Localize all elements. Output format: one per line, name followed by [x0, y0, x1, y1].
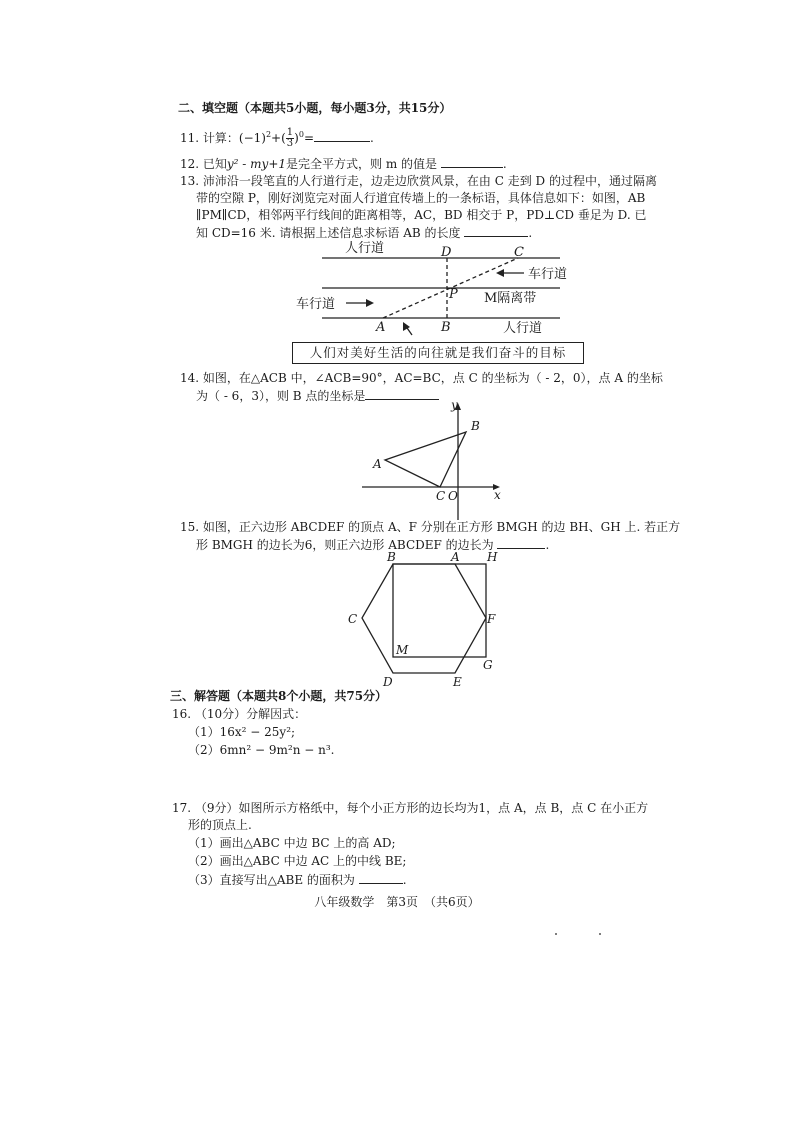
fig15-label-G: G [483, 658, 493, 672]
q17-part-1: （1）画出△ABC 中边 BC 上的高 AD; [188, 836, 396, 850]
q15-answer-blank[interactable] [497, 536, 545, 549]
section-solve-title: 三、解答题（本题共8个小题，共75分） [170, 689, 388, 703]
fig15-label-C: C [348, 612, 358, 626]
q15-figure [362, 564, 486, 673]
q14-line-2 [196, 387, 439, 404]
q11-close: ) [294, 131, 299, 145]
fig13-label-bottom-walk: 人行道 [503, 321, 543, 336]
q17-line-2: 形的顶点上. [188, 818, 252, 832]
q14-line-1: 14. 如图，在△ACB 中，∠ACB=90°，AC=BC，点 C 的坐标为（ - 2，0），点 A 的坐标 [180, 371, 663, 385]
q11-denominator: 3 [286, 138, 294, 149]
fig13-label-lane-left: 车行道 [296, 297, 336, 312]
q13-line-1: 13. 沛沛沿一段笔直的人行道行走，边走边欣赏风景，在由 C 走到 D 的过程中，通过隔离 [180, 174, 657, 188]
q13-end: . [528, 226, 533, 240]
q17-part-2: （2）画出△ABC 中边 AC 上的中线 BE; [188, 854, 407, 868]
scan-speck [555, 933, 557, 935]
q11-eq: = [303, 131, 315, 145]
q13-line-3: ∥PM∥CD，相邻两平行线间的距离相等，AC，BD 相交于 P，PD⊥CD 垂足为 D. 已 [196, 208, 647, 222]
fig13-label-D: D [441, 245, 452, 260]
fig15-label-B: B [387, 550, 396, 564]
fig13-label-B: B [441, 320, 451, 335]
q13-line-4-text: 知 CD=16 米. 请根据上述信息求标语 AB 的长度 [196, 226, 461, 240]
q11-numerator: 1 [286, 127, 294, 138]
q17-end: . [402, 873, 407, 887]
fig15-label-A: A [451, 550, 460, 564]
fig14-label-C: C [436, 489, 446, 503]
fig13-label-P: P [449, 287, 458, 302]
q13-slogan-wall: 人们对美好生活的向往就是我们奋斗的目标 [292, 342, 584, 364]
fig15-label-E: E [453, 675, 462, 689]
q12-expr: y² - my+1 [226, 157, 287, 171]
q11-exponent: 0 [298, 130, 304, 139]
fig15-label-F: F [487, 612, 496, 626]
q15-line-1: 15. 如图，正六边形 ABCDEF 的顶点 A、F 分别在正方形 BMGH 的边 BH、GH 上. 若正方 [180, 520, 681, 534]
fig13-label-median: M隔离带 [484, 291, 537, 306]
page-footer: 八年级数学 第3页 （共6页） [314, 895, 480, 909]
q15-line-2 [196, 536, 549, 553]
section-fill-title: 二、填空题（本题共5小题，每小题3分，共15分） [178, 101, 452, 115]
q12-end: . [502, 157, 507, 171]
q15-end: . [545, 538, 550, 552]
q14-answer-blank[interactable] [365, 387, 439, 400]
scan-speck [599, 933, 601, 935]
fig15-label-M: M [396, 643, 409, 657]
fig13-label-C: C [514, 245, 524, 260]
fig15-label-D: D [383, 675, 393, 689]
fig13-label-lane-right: 车行道 [528, 267, 568, 282]
q15-line-2-text: 形 BMGH 的边长为6，则正六边形 ABCDEF 的边长为 [196, 538, 494, 552]
q16-part-2: （2）6mn² − 9m²n − n³. [188, 743, 335, 757]
fig15-label-H: H [487, 550, 498, 564]
fig13-label-A: A [376, 320, 386, 335]
q16-part-1: （1）16x² − 25y²; [188, 725, 296, 739]
fig14-label-O: O [448, 489, 458, 503]
fig13-label-top-walk: 人行道 [345, 241, 385, 256]
q17-part-3-text: （3）直接写出△ABE 的面积为 [188, 873, 355, 887]
q11-head: 11. 计算：(−1) [180, 131, 266, 145]
fig14-label-y: y [451, 398, 458, 412]
q11-plus: +( [271, 131, 286, 145]
question-11: 11. 计算：$(-1)^2+$( $\frac{1}{3}$ )$^0$= . [180, 127, 374, 149]
arrowhead-left-lane [366, 299, 374, 307]
q17-line-1: 17. （9分）如图所示方格纸中，每个小正方形的边长均为1，点 A，点 B，点 C 在小正方 [172, 801, 649, 815]
q12-tail: 是完全平方式，则 m 的值是 [286, 157, 438, 171]
q17-answer-blank[interactable] [359, 871, 403, 884]
q12-head: 12. 已知 [180, 157, 227, 171]
fig14-label-A: A [373, 457, 382, 471]
triangle-ACB [385, 432, 466, 487]
fig14-label-x: x [494, 488, 501, 502]
q14-line-2-text: 为（ - 6，3），则 B 点的坐标是 [196, 389, 366, 403]
arrowhead-right-lane [496, 269, 504, 277]
q17-part-3 [188, 871, 407, 888]
fig14-label-B: B [471, 419, 480, 433]
q16-head: 16. （10分）分解因式： [172, 707, 307, 721]
q13-line-2: 带的空隙 P，刚好浏览完对面人行道宜传墙上的一条标语，具体信息如下：如图，AB [196, 191, 646, 205]
